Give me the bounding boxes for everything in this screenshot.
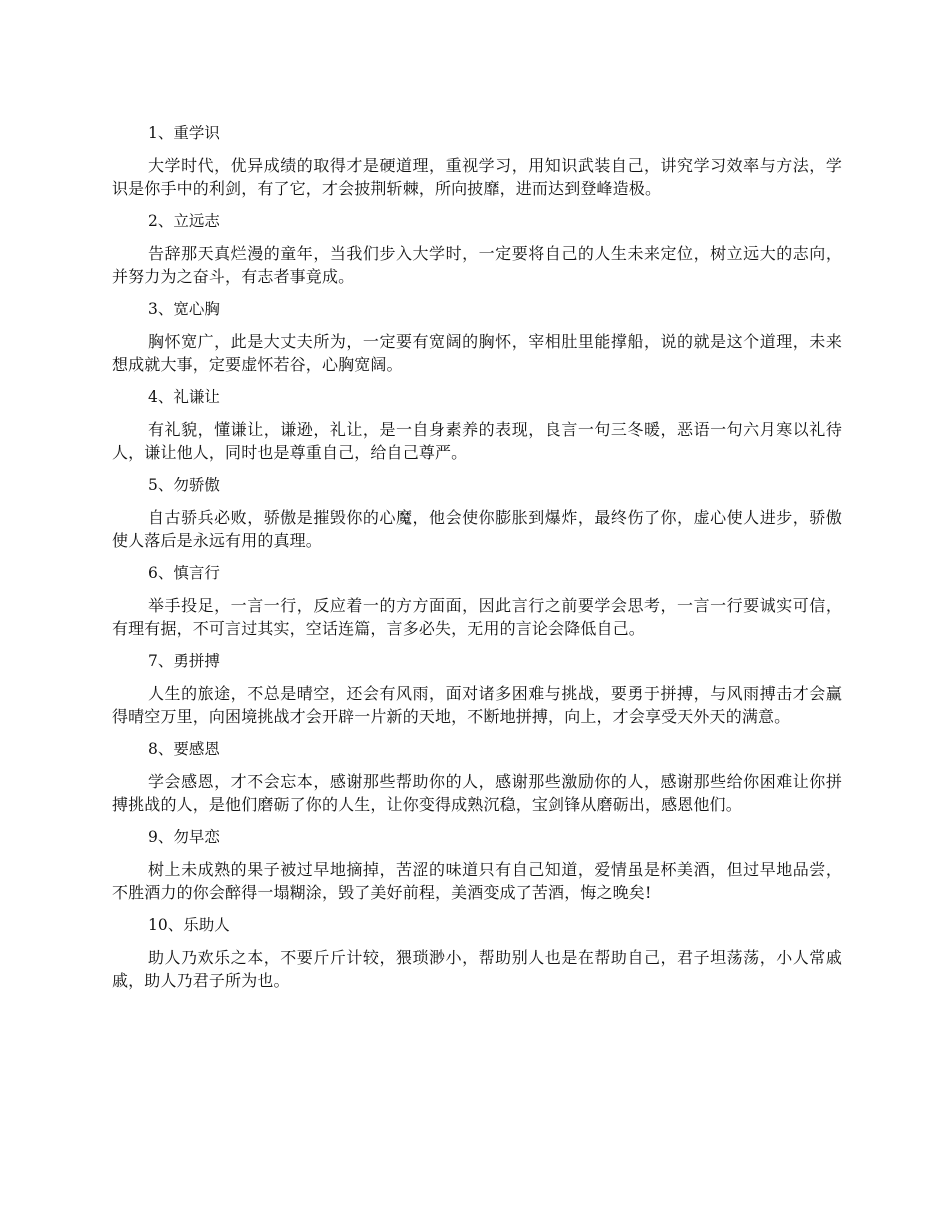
section-heading-8: 8、要感恩 [148,740,220,758]
section-paragraph-7: 人生的旅途，不总是晴空，还会有风雨，面对诸多困难与挑战，要勇于拼搏，与风雨搏击才会赢得晴空万里，向困境挑战才会开辟一片新的天地，不断地拼搏，向上，才会享受天外天的满意。 [112,684,842,726]
section-paragraph-9: 树上未成熟的果子被过早地摘掉，苦涩的味道只有自己知道，爱情虽是杯美酒，但过早地品尝，不胜酒力的你会醉得一塌糊涂，毁了美好前程，美酒变成了苦酒，悔之晚矣! [112,860,842,902]
document-body [112,122,842,1002]
section-heading-4: 4、礼谦让 [148,388,220,406]
section-paragraph-10: 助人乃欢乐之本，不要斤斤计较，猥琐渺小，帮助别人也是在帮助自己，君子坦荡荡，小人常戚戚，助人乃君子所为也。 [112,948,842,990]
section-heading-1: 1、重学识 [148,124,220,142]
section-paragraph-4: 有礼貌，懂谦让，谦逊，礼让，是一自身素养的表现，良言一句三冬暖，恶语一句六月寒以礼待人，谦让他人，同时也是尊重自己，给自己尊严。 [112,420,842,462]
section-paragraph-2: 告辞那天真烂漫的童年，当我们步入大学时，一定要将自己的人生未来定位，树立远大的志向，并努力为之奋斗，有志者事竟成。 [112,244,842,286]
section-heading-10: 10、乐助人 [148,916,230,934]
section-heading-7: 7、勇拼搏 [148,652,220,670]
section-heading-9: 9、勿早恋 [148,828,220,846]
section-paragraph-8: 学会感恩，才不会忘本，感谢那些帮助你的人，感谢那些激励你的人，感谢那些给你困难让你拼搏挑战的人，是他们磨砺了你的人生，让你变得成熟沉稳，宝剑锋从磨砺出，感恩他们。 [112,772,842,814]
section-heading-3: 3、宽心胸 [148,300,220,318]
section-heading-5: 5、勿骄傲 [148,476,220,494]
section-heading-6: 6、慎言行 [148,564,220,582]
section-paragraph-6: 举手投足，一言一行，反应着一的方方面面，因此言行之前要学会思考，一言一行要诚实可信，有理有据，不可言过其实，空话连篇，言多必失，无用的言论会降低自己。 [112,596,842,638]
section-paragraph-1: 大学时代，优异成绩的取得才是硬道理，重视学习，用知识武装自己，讲究学习效率与方法，学识是你手中的利剑，有了它，才会披荆斩棘，所向披靡，进而达到登峰造极。 [112,156,842,198]
section-paragraph-5: 自古骄兵必败，骄傲是摧毁你的心魔，他会使你膨胀到爆炸，最终伤了你，虚心使人进步，骄傲使人落后是永远有用的真理。 [112,508,842,550]
section-heading-2: 2、立远志 [148,212,220,230]
section-paragraph-3: 胸怀宽广，此是大丈夫所为，一定要有宽阔的胸怀，宰相肚里能撑船，说的就是这个道理，未来想成就大事，定要虚怀若谷，心胸宽阔。 [112,332,842,374]
